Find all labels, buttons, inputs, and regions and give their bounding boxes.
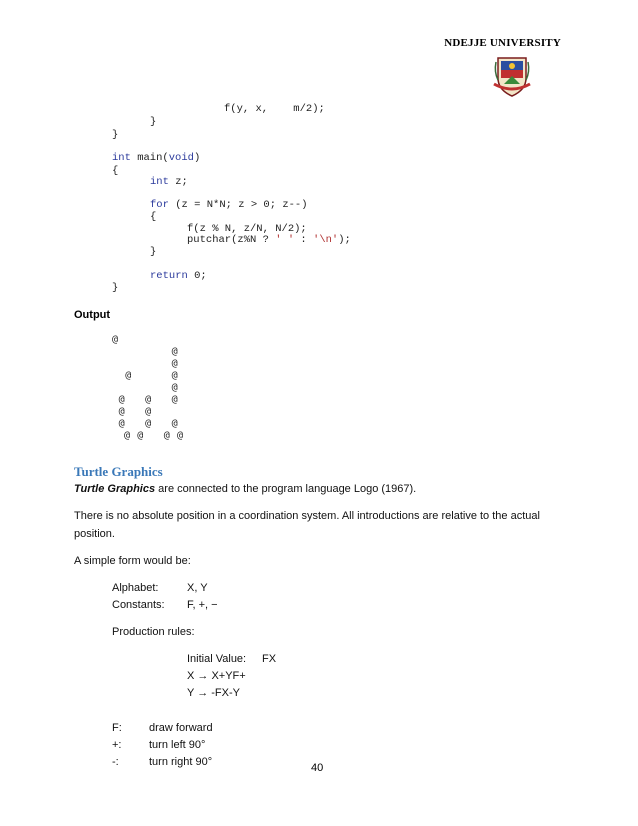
output-label: Output: [74, 309, 111, 321]
constants-value: F, +, −: [187, 599, 218, 611]
rule-line: X → X+YF+: [187, 670, 246, 682]
output-line: @: [112, 358, 179, 369]
code-main-signature: int main(void): [112, 152, 201, 164]
rule-line: Y → -FX-Y: [187, 687, 240, 699]
initial-value-label: Initial Value:: [187, 653, 247, 665]
definition-key: -:: [112, 756, 119, 768]
output-line: @: [112, 382, 179, 393]
intro-paragraph: Turtle Graphics are connected to the program language Logo (1967).: [74, 483, 417, 495]
definition-key: F:: [112, 722, 122, 734]
output-line: @ @: [112, 406, 152, 417]
paragraph-line: There is no absolute position in a coordination system. All introductions are relative to the actual: [74, 510, 540, 522]
code-line: {: [150, 211, 157, 223]
definition-value: turn left 90°: [149, 739, 206, 751]
output-line: @ @ @: [112, 394, 179, 405]
code-line: f(z % N, z/N, N/2);: [187, 223, 307, 235]
constants-label: Constants:: [112, 599, 165, 611]
code-line: {: [112, 165, 119, 177]
university-crest-logo: [492, 54, 532, 98]
paragraph-line: A simple form would be:: [74, 555, 191, 567]
code-return: return 0;: [150, 270, 207, 282]
code-declaration: int z;: [150, 176, 188, 188]
output-line: @: [112, 346, 179, 357]
code-for-loop: for (z = N*N; z > 0; z--): [150, 199, 308, 211]
code-line: }: [150, 246, 157, 258]
code-line: }: [112, 282, 119, 294]
output-line: @ @: [112, 370, 179, 381]
output-line: @: [112, 334, 119, 345]
alphabet-value: X, Y: [187, 582, 208, 594]
alphabet-label: Alphabet:: [112, 582, 159, 594]
definition-value: draw forward: [149, 722, 213, 734]
code-line: }: [112, 129, 119, 141]
initial-value: FX: [262, 653, 277, 665]
production-label: Production rules:: [112, 626, 195, 638]
code-line: f(y, x, m/2);: [224, 103, 325, 115]
code-putchar: putchar(z%N ? ' ' : '\n');: [187, 234, 351, 246]
page-number: 40: [311, 762, 324, 774]
section-title: Turtle Graphics: [74, 464, 163, 479]
university-name: NDEJJE UNIVERSITY: [444, 37, 561, 49]
output-line: @ @ @ @: [124, 430, 184, 441]
definition-key: +:: [112, 739, 122, 751]
definition-value: turn right 90°: [149, 756, 213, 768]
output-line: @ @ @: [112, 418, 179, 429]
paragraph-line: position.: [74, 528, 115, 540]
code-line: }: [150, 116, 157, 128]
